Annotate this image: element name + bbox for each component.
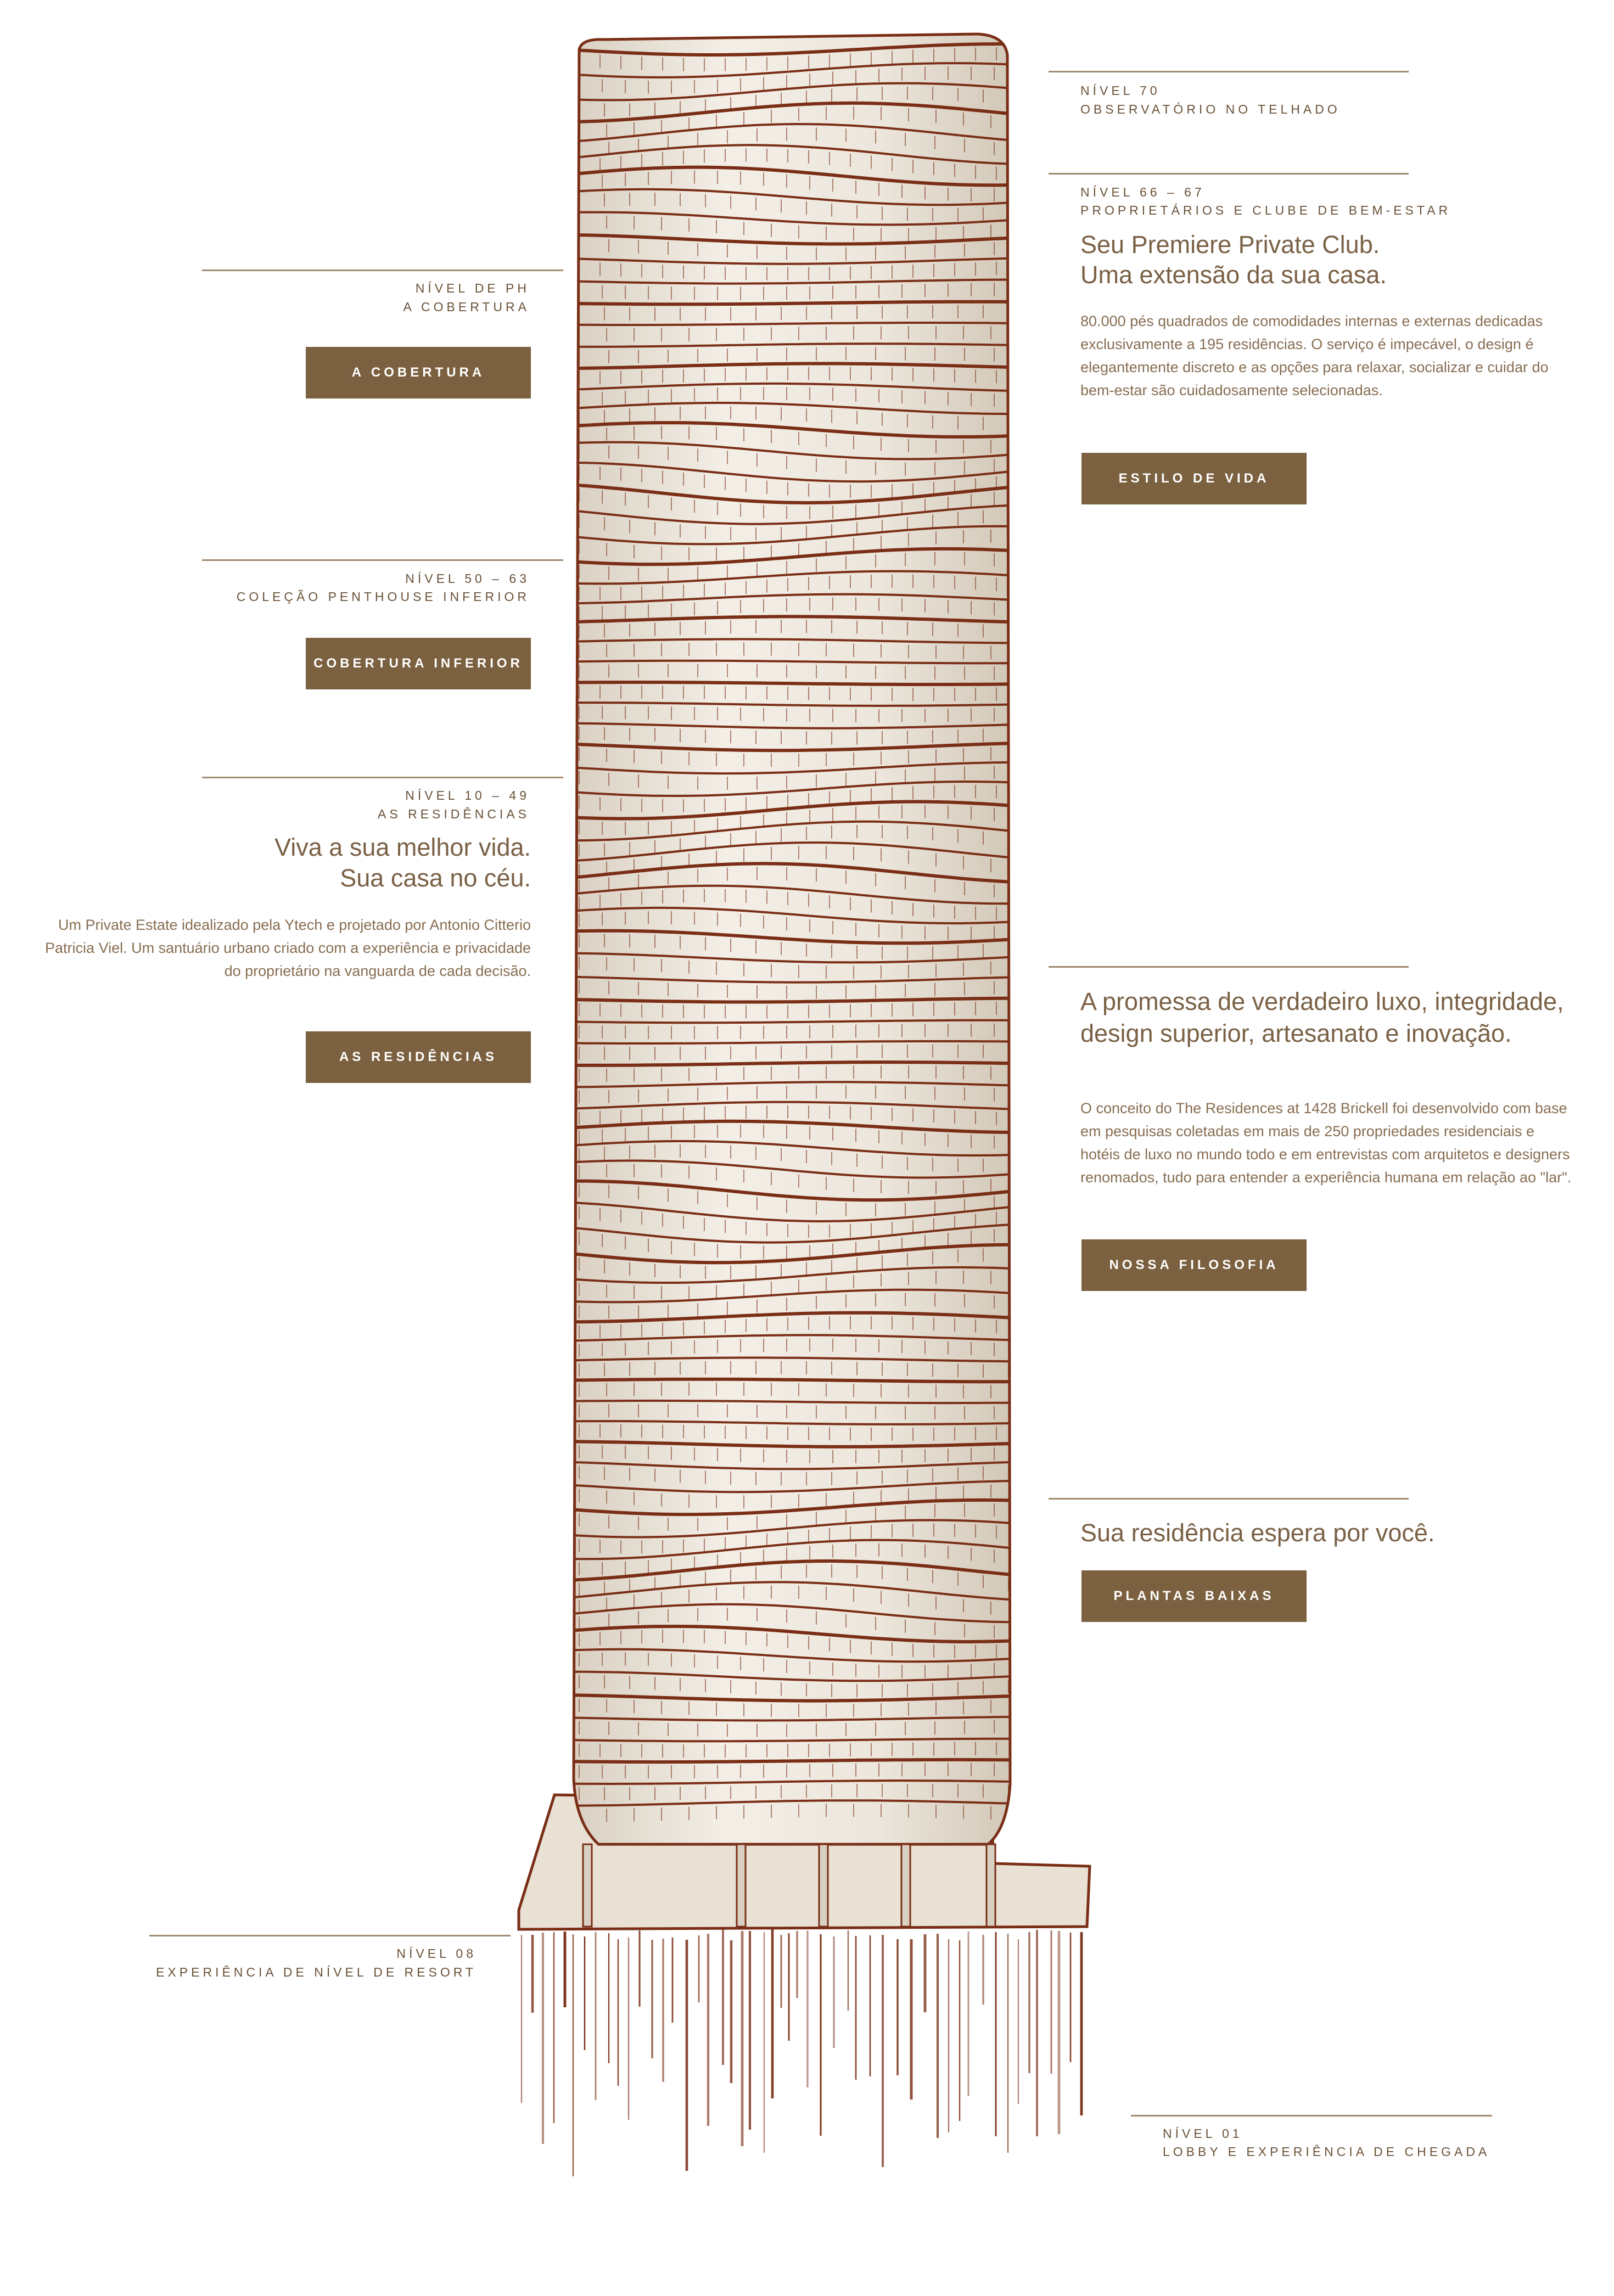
l08-level-label: NÍVEL 08 xyxy=(396,1946,477,1961)
ph-name-label: A COBERTURA xyxy=(403,300,530,314)
residences-description: Um Private Estate idealizado pela Ytech e projetado por Antonio Citterio Patricia Viel. Um santuário urbano criado com a experiência e privacidade do proprietário na vanguarda de cada decisão. xyxy=(45,917,531,979)
podium-column xyxy=(583,1844,592,1927)
lower-penthouse-button[interactable]: COBERTURA INFERIOR xyxy=(306,638,531,689)
l66-name-label: PROPRIETÁRIOS E CLUBE DE BEM-ESTAR xyxy=(1080,203,1452,217)
l10-name-label: AS RESIDÊNCIAS xyxy=(378,807,530,821)
residences-heading-line1: Viva a sua melhor vida. xyxy=(274,833,531,861)
philosophy-button[interactable]: NOSSA FILOSOFIA xyxy=(1081,1239,1307,1291)
l50-level-label: NÍVEL 50 – 63 xyxy=(405,571,530,586)
ph-level-label: NÍVEL DE PH xyxy=(415,281,530,295)
philosophy-heading: A promessa de verdadeiro luxo, integridade, design superior, artesanato e inovação. xyxy=(1080,987,1564,1047)
floorplans-button[interactable]: PLANTAS BAIXAS xyxy=(1081,1570,1307,1622)
l08-rule xyxy=(149,1935,511,1936)
philosophy-description: O conceito do The Residences at 1428 Brickell foi desenvolvido com base em pesquisas coletadas em mais de 250 propriedades residenciais e hotéis de luxo no mundo todo e em entrevistas com arquitetos e designers renomados, tudo para entender a experiência humana em relação ao "lar". xyxy=(1080,1100,1572,1186)
l10-rule xyxy=(202,777,563,778)
l70-rule xyxy=(1049,71,1409,72)
ph-rule xyxy=(202,270,563,271)
l66-level-label: NÍVEL 66 – 67 xyxy=(1080,185,1205,199)
floorplans-rule xyxy=(1049,1498,1409,1500)
l66-rule xyxy=(1049,173,1409,175)
l70-level-label: NÍVEL 70 xyxy=(1080,83,1161,98)
club-heading-line2: Uma extensão da sua casa. xyxy=(1080,261,1387,289)
penthouse-button[interactable]: A COBERTURA xyxy=(306,347,531,398)
l50-name-label: COLEÇÃO PENTHOUSE INFERIOR xyxy=(236,590,530,604)
l01-level-label: NÍVEL 01 xyxy=(1163,2126,1243,2141)
podium-column xyxy=(987,1844,995,1927)
podium-column xyxy=(737,1844,746,1927)
podium-column xyxy=(901,1844,910,1927)
l08-name-label: EXPERIÊNCIA DE NÍVEL DE RESORT xyxy=(156,1965,477,1979)
residences-button[interactable]: AS RESIDÊNCIAS xyxy=(306,1031,531,1083)
l50-rule xyxy=(202,559,563,561)
l10-level-label: NÍVEL 10 – 49 xyxy=(405,788,530,802)
l01-rule xyxy=(1131,2115,1492,2117)
residences-heading-line2: Sua casa no céu. xyxy=(340,864,531,892)
l70-name-label: OBSERVATÓRIO NO TELHADO xyxy=(1080,102,1341,116)
club-heading-line1: Seu Premiere Private Club. xyxy=(1080,231,1380,259)
l01-name-label: LOBBY E EXPERIÊNCIA DE CHEGADA xyxy=(1163,2145,1490,2159)
club-description: 80.000 pés quadrados de comodidades internas e externas dedicadas exclusivamente a 195 residências. O serviço é impecável, o design é elegantemente discreto e as opções para relaxar, socializar e cuidar do bem-estar são cuidadosamente selecionadas. xyxy=(1080,313,1549,398)
lifestyle-button[interactable]: ESTILO DE VIDA xyxy=(1081,453,1307,504)
podium-column xyxy=(819,1844,828,1927)
floorplans-heading: Sua residência espera por você. xyxy=(1080,1519,1435,1547)
philosophy-rule xyxy=(1049,966,1409,968)
